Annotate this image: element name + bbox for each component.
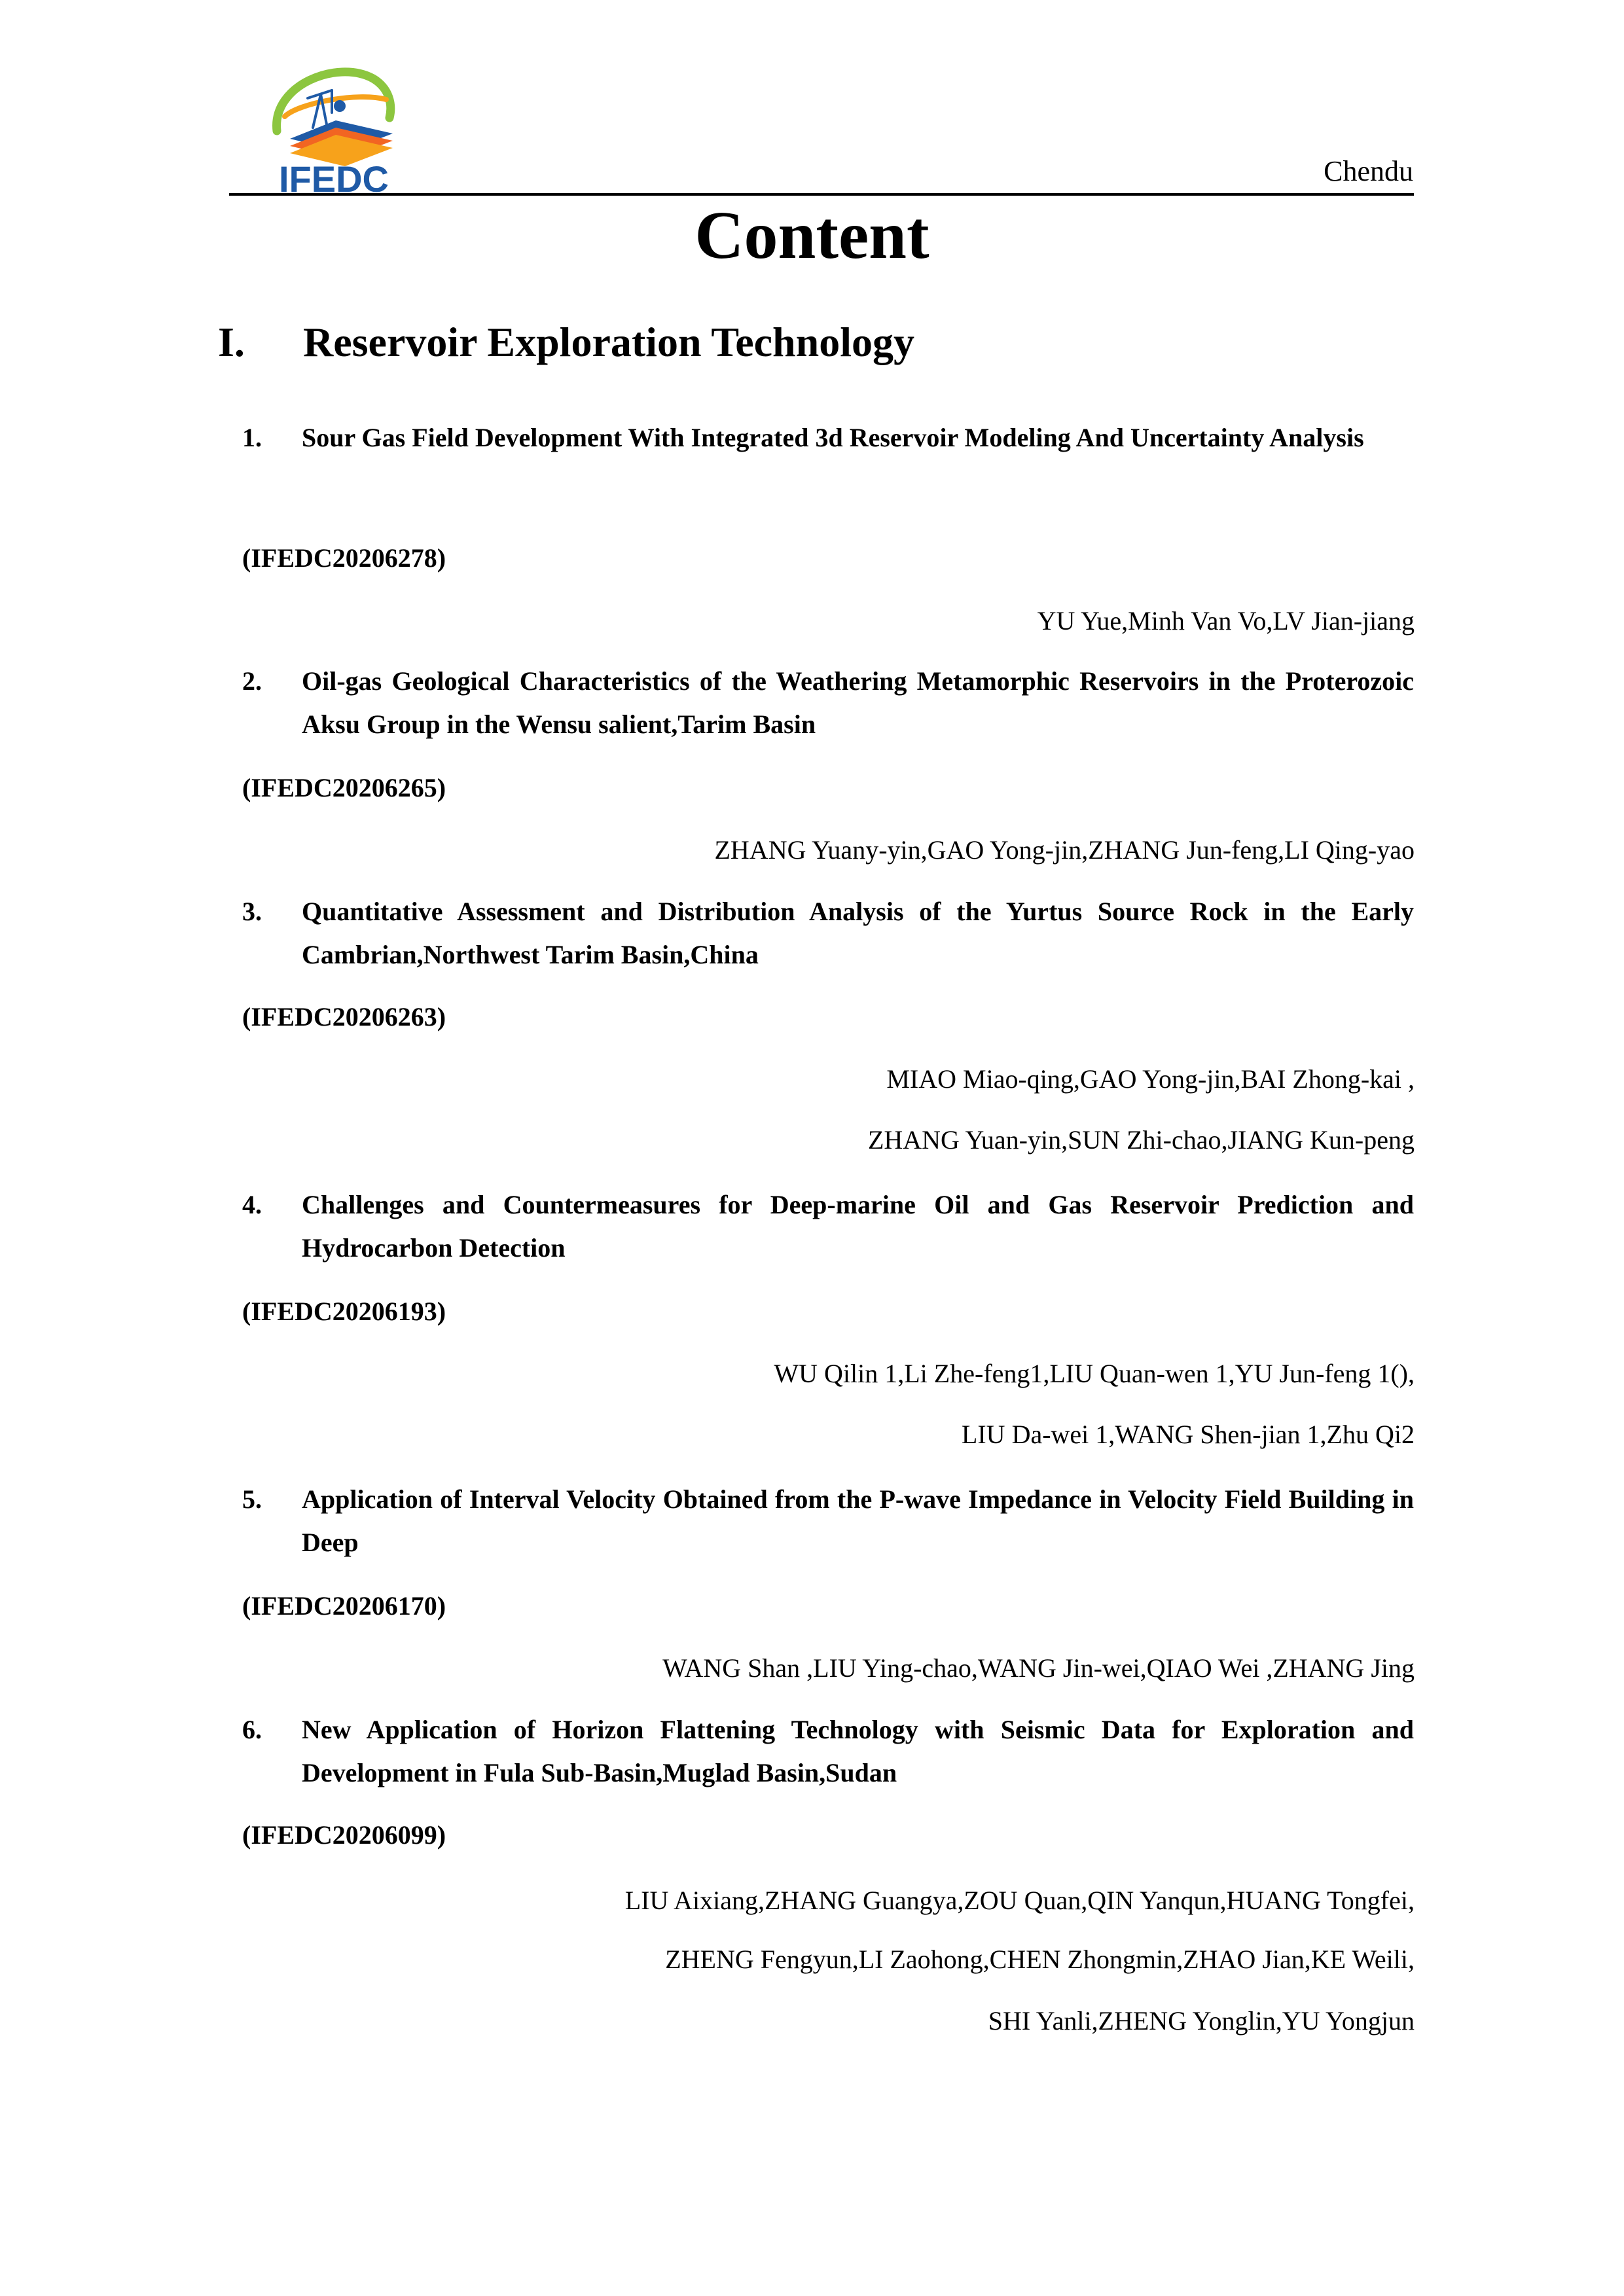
section-number: I.	[218, 319, 245, 365]
entry-number: 4.	[242, 1190, 262, 1219]
entry-author-line: LIU Da-wei 1,WANG Shen-jian 1,Zhu Qi2	[961, 1420, 1415, 1449]
entry-title-text: Oil-gas Geological Characteristics of the Weathering Metamorphic Reservoirs in the Proterozoic Aksu Group in the Wensu salient,Tarim Basin	[302, 666, 1414, 739]
entry-number: 1.	[242, 423, 262, 452]
entry-author-line: YU Yue,Minh Van Vo,LV Jian-jiang	[1037, 606, 1415, 636]
section-heading	[218, 317, 914, 368]
page-title: Content	[695, 198, 929, 273]
entry-code: (IFEDC20206265)	[242, 773, 446, 802]
entry-number: 6.	[242, 1715, 262, 1744]
entry-code: (IFEDC20206193)	[242, 1297, 446, 1326]
entry-title	[242, 1183, 1414, 1270]
section-title: Reservoir Exploration Technology	[303, 319, 914, 365]
entry-title-text: Application of Interval Velocity Obtained from the P-wave Impedance in Velocity Field Building in Deep	[302, 1484, 1414, 1557]
entry-author-line: LIU Aixiang,ZHANG Guangya,ZOU Quan,QIN Yanqun,HUANG Tongfei,	[624, 1886, 1415, 1915]
entry-author-line: MIAO Miao-qing,GAO Yong-jin,BAI Zhong-kai ,	[886, 1064, 1415, 1094]
entry-code: (IFEDC20206278)	[242, 543, 446, 573]
entry-title	[242, 412, 1414, 463]
entry-author-line: WU Qilin 1,Li Zhe-feng1,LIU Quan-wen 1,YU Jun-feng 1(),	[774, 1359, 1415, 1388]
entry-title-text: Sour Gas Field Development With Integrated 3d Reservoir Modeling And Uncertainty Analysis	[302, 423, 1364, 452]
entry-author-line: ZHENG Fengyun,LI Zaohong,CHEN Zhongmin,ZHAO Jian,KE Weili,	[665, 1945, 1415, 1974]
entry-title	[242, 660, 1414, 746]
entry-title	[242, 890, 1414, 977]
entry-title	[242, 1478, 1414, 1564]
entry-title-text: Quantitative Assessment and Distribution Analysis of the Yurtus Source Rock in the Early Cambrian,Northwest Tarim Basin,China	[302, 897, 1414, 969]
header-rule	[229, 193, 1414, 196]
entry-title-text: New Application of Horizon Flattening Technology with Seismic Data for Exploration and Development in Fula Sub-Basin,Muglad Basin,Sudan	[302, 1715, 1414, 1787]
entry-author-line: SHI Yanli,ZHENG Yonglin,YU Yongjun	[988, 2006, 1415, 2036]
entry-code: (IFEDC20206170)	[242, 1591, 446, 1621]
entry-number: 3.	[242, 897, 262, 926]
entry-number: 2.	[242, 666, 262, 696]
entry-author-line: ZHANG Yuany-yin,GAO Yong-jin,ZHANG Jun-feng,LI Qing-yao	[714, 835, 1415, 865]
entry-code: (IFEDC20206263)	[242, 1002, 446, 1031]
header-city: Chendu	[1324, 155, 1413, 187]
entry-title-text: Challenges and Countermeasures for Deep-marine Oil and Gas Reservoir Prediction and Hydrocarbon Detection	[302, 1190, 1414, 1263]
ifedc-logo	[259, 52, 409, 196]
entry-number: 5.	[242, 1484, 262, 1514]
entry-author-line: ZHANG Yuan-yin,SUN Zhi-chao,JIANG Kun-peng	[867, 1125, 1415, 1155]
entry-title	[242, 1708, 1414, 1795]
entry-code: (IFEDC20206099)	[242, 1820, 446, 1850]
logo-text: IFEDC	[279, 158, 389, 196]
entry-author-line: WANG Shan ,LIU Ying-chao,WANG Jin-wei,QIAO Wei ,ZHANG Jing	[662, 1653, 1415, 1683]
